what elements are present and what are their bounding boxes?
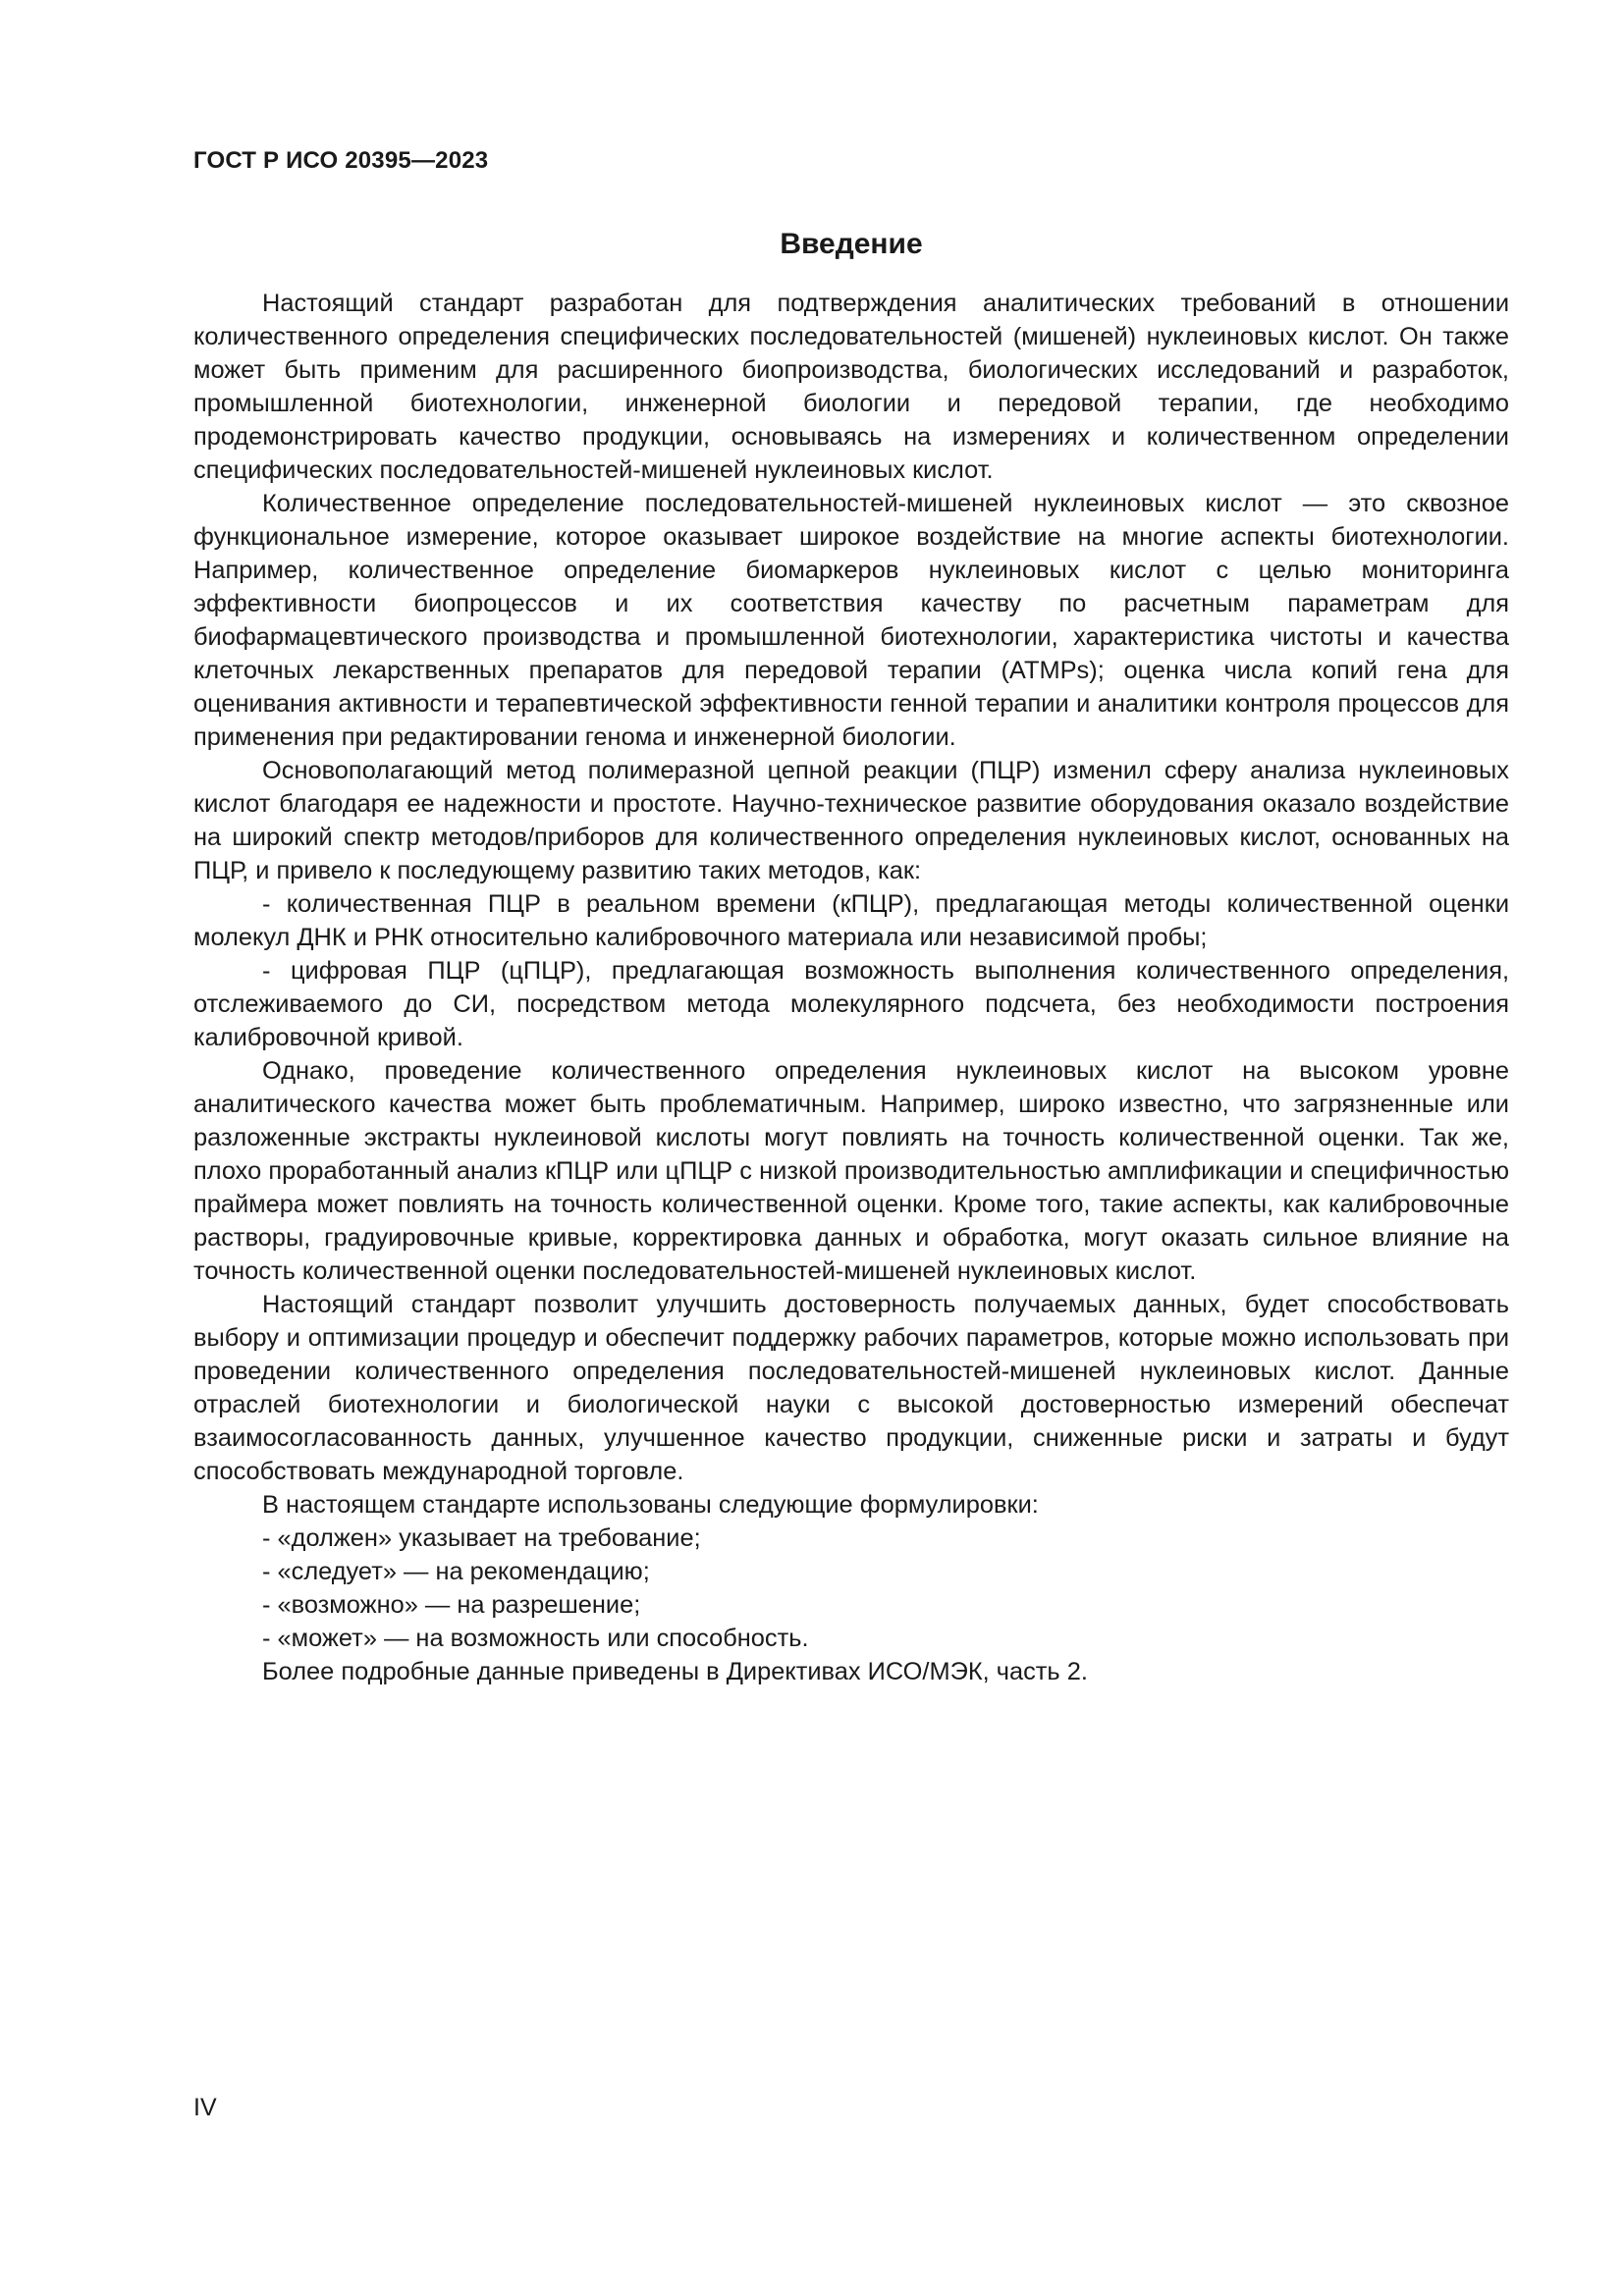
wording-item-can: - «может» — на возможность или способность.: [262, 1625, 809, 1652]
document-body: [193, 287, 1509, 1688]
wording-list: [193, 1522, 1509, 1655]
list-item-dpcr: - цифровая ПЦР (цПЦР), предлагающая возможность выполнения количественного определения, отслеживаемого до СИ, посредством метода молекулярного подсчета, без необходимости построения калибровочной кривой.: [193, 957, 1509, 1051]
section-title: Введение: [780, 228, 923, 260]
paragraph-benefits: Настоящий стандарт позволит улучшить достоверность получаемых данных, будет способствовать выбору и оптимизации процедур и обеспечит поддержку рабочих параметров, которые можно использовать при проведении количественного определения последовательностей-мишеней нуклеиновых кислот. Данные отраслей биотехнологии и биологической науки с высокой достоверностью измерений обеспечат взаимосогласованность данных, улучшенное качество продукции, сниженные риски и затраты и будут способствовать международной торговле.: [193, 1291, 1509, 1485]
list-item-qpcr: - количественная ПЦР в реальном времени (кПЦР), предлагающая методы количественной оценки молекул ДНК и РНК относительно калибровочного материала или независимой пробы;: [193, 890, 1509, 951]
wording-item-may: - «возможно» — на разрешение;: [262, 1591, 641, 1619]
document-code-header: ГОСТ Р ИСО 20395—2023: [193, 147, 489, 174]
closing-note: Более подробные данные приведены в Директивах ИСО/МЭК, часть 2.: [262, 1658, 1088, 1685]
paragraph-purpose: Настоящий стандарт разработан для подтверждения аналитических требований в отношении количественного определения специфических последовательностей (мишеней) нуклеиновых кислот. Он также может быть применим для расширенного биопроизводства, биологических исследований и разработок, промышленной биотехнологии, инженерной биологии и передовой терапии, где необходимо продемонстрировать качество продукции, основываясь на измерениях и количественном определении специфических последовательностей-мишеней нуклеиновых кислот.: [193, 290, 1509, 484]
page-number: IV: [193, 2094, 217, 2121]
paragraph-pcr-method: Основополагающий метод полимеразной цепной реакции (ПЦР) изменил сферу анализа нуклеиновых кислот благодаря ее надежности и простоте. Научно-техническое развитие оборудования оказало воздействие на широкий спектр методов/приборов для количественного определения нуклеиновых кислот, основанных на ПЦР, и привело к последующему развитию таких методов, как:: [193, 757, 1509, 884]
wording-item-shall: - «должен» указывает на требование;: [262, 1524, 701, 1552]
wording-intro: В настоящем стандарте использованы следующие формулировки:: [262, 1491, 1039, 1519]
wording-item-should: - «следует» — на рекомендацию;: [262, 1558, 650, 1585]
paragraph-quantification: Количественное определение последовательностей-мишеней нуклеиновых кислот — это сквозное функциональное измерение, которое оказывает широкое воздействие на многие аспекты биотехнологии. Например, количественное определение биомаркеров нуклеиновых кислот с целью мониторинга эффективности биопроцессов и их соответствия качеству по расчетным параметрам для биофармацевтического производства и промышленной биотехнологии, характеристика чистоты и качества клеточных лекарственных препаратов для передовой терапии (ATMPs); оценка числа копий гена для оценивания активности и терапевтической эффективности генной терапии и аналитики контроля процессов для применения при редактировании генома и инженерной биологии.: [193, 490, 1509, 751]
paragraph-challenges: Однако, проведение количественного определения нуклеиновых кислот на высоком уровне аналитического качества может быть проблематичным. Например, широко известно, что загрязненные или разложенные экстракты нуклеиновой кислоты могут повлиять на точность количественной оценки. Так же, плохо проработанный анализ кПЦР или цПЦР с низкой производительностью амплификации и специфичностью праймера может повлиять на точность количественной оценки. Кроме того, такие аспекты, как калибровочные растворы, градуировочные кривые, корректировка данных и обработка, могут оказать сильное влияние на точность количественной оценки последовательностей-мишеней нуклеиновых кислот.: [193, 1057, 1509, 1285]
